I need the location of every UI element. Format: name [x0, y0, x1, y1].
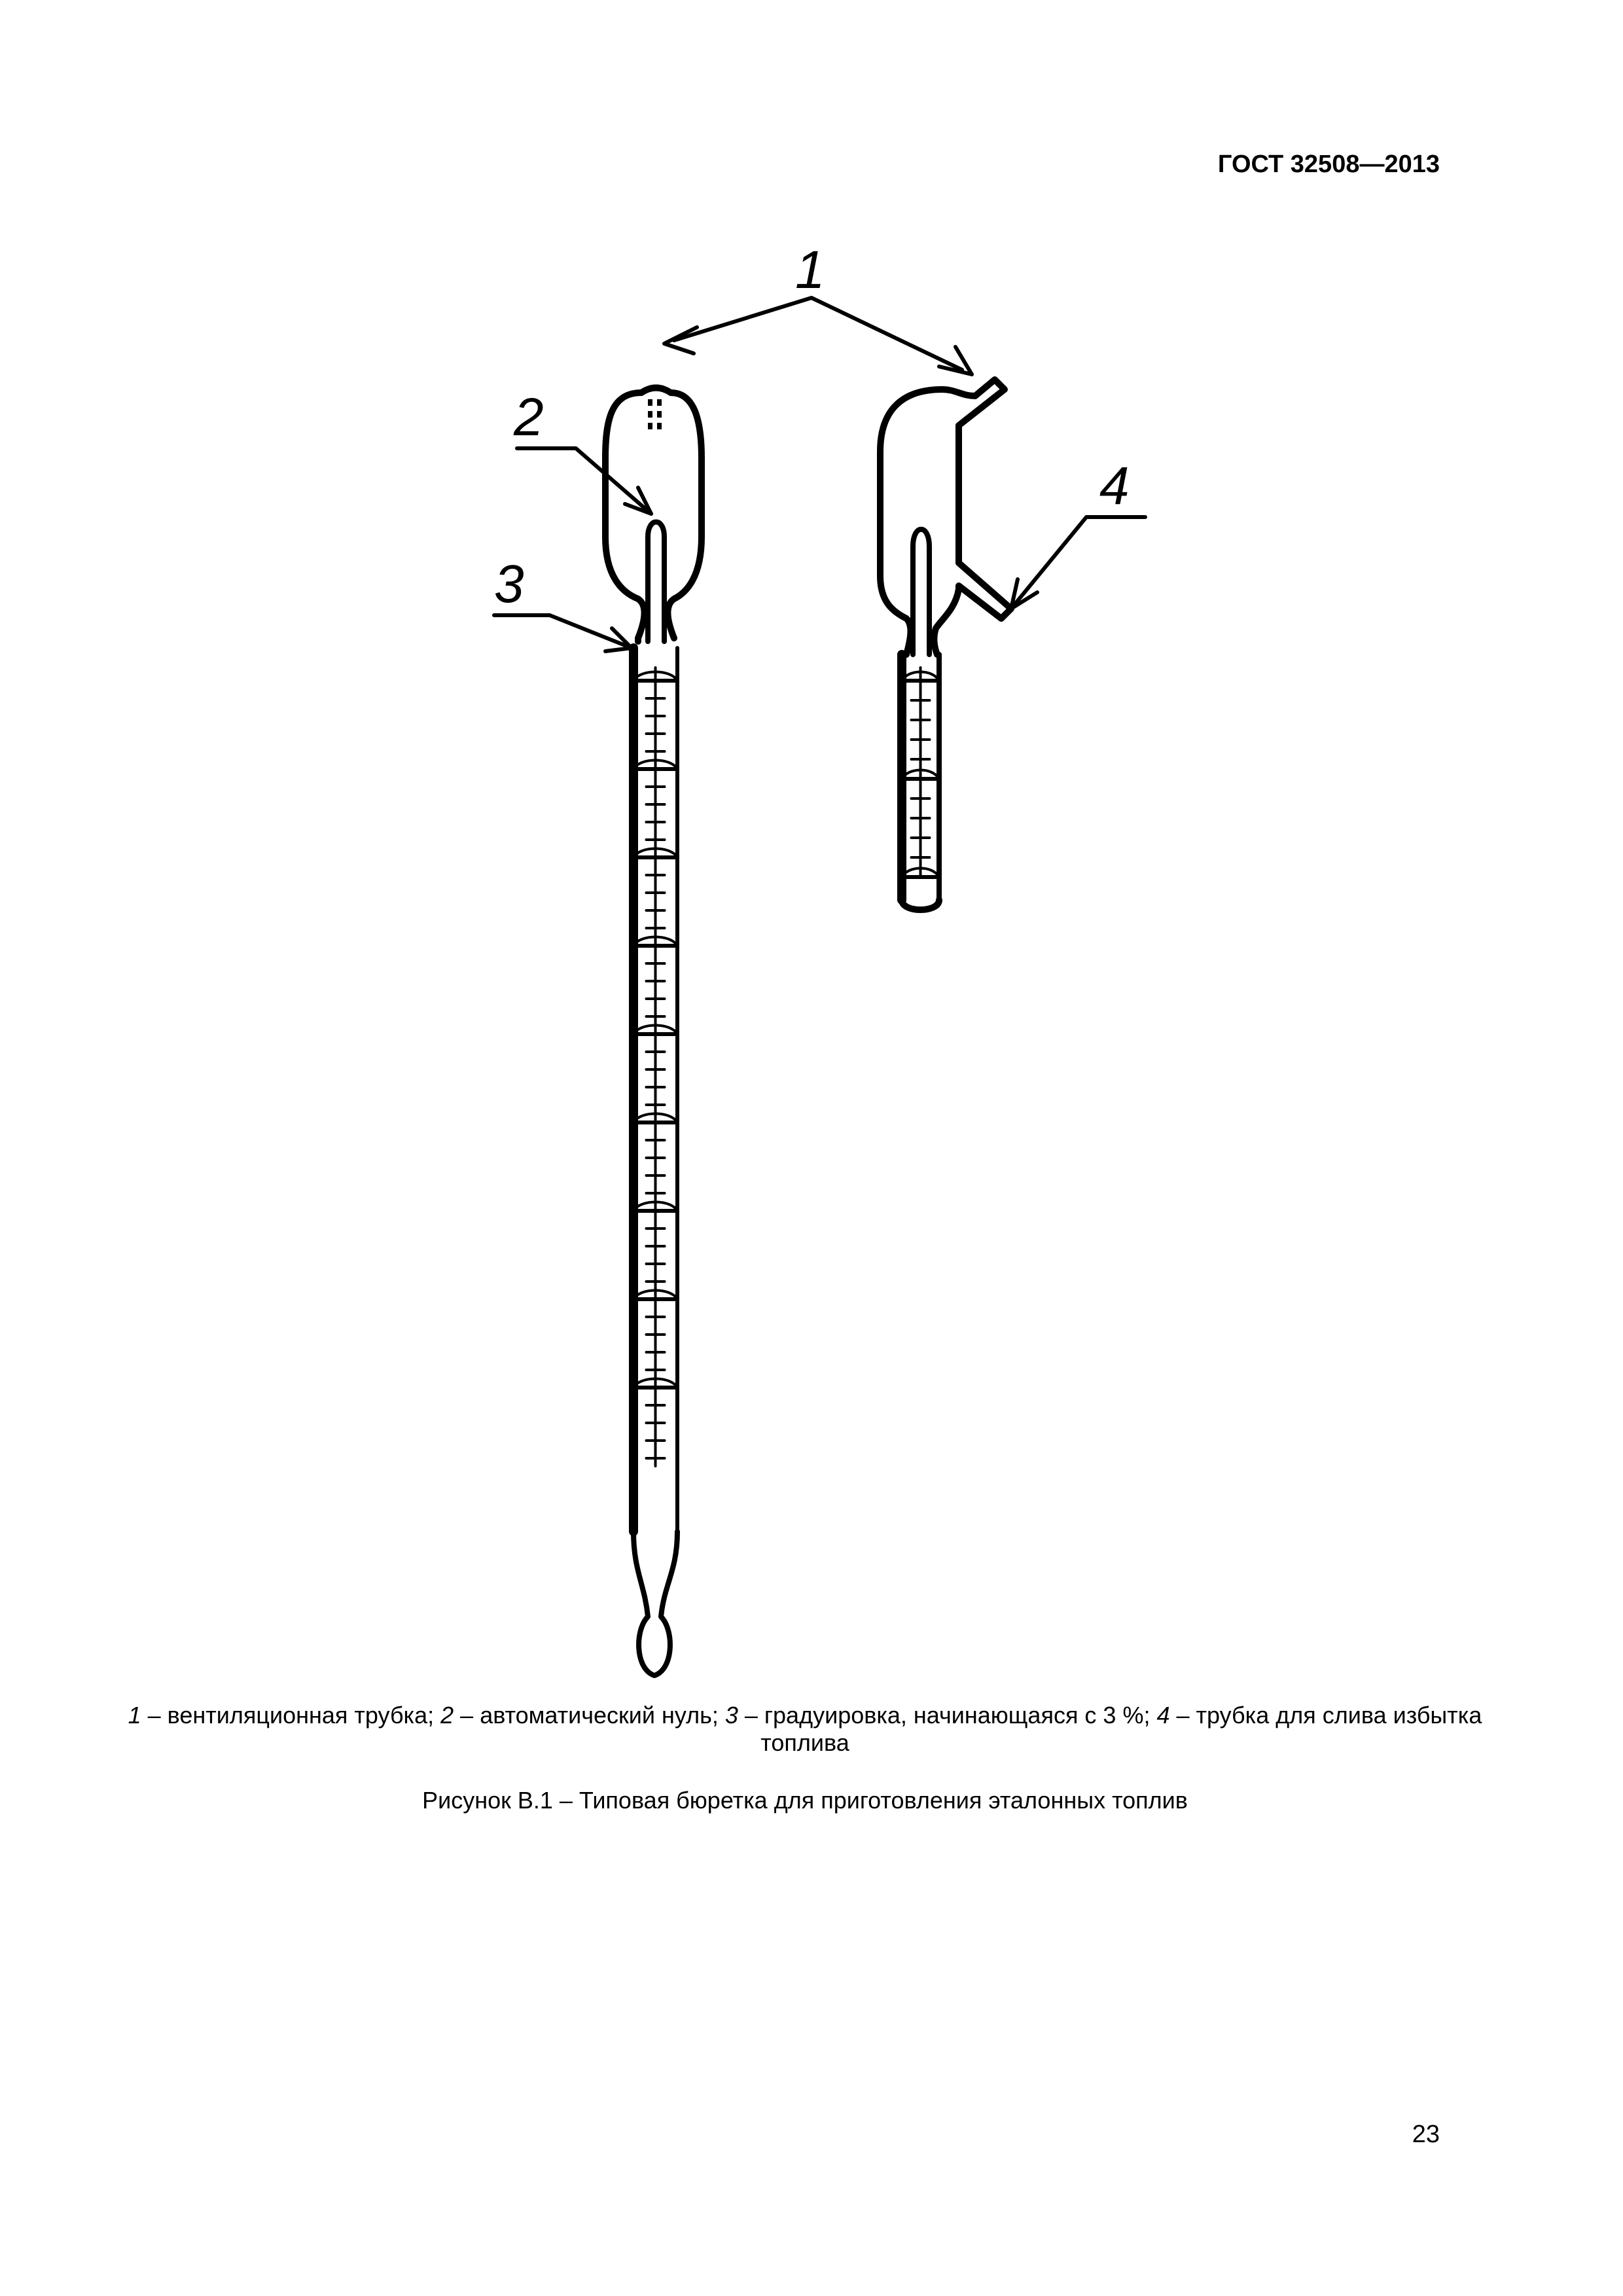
figure-title: Рисунок В.1 – Типовая бюретка для приготовления эталонных топлив	[422, 1787, 1188, 1814]
figure-legend	[111, 1702, 1499, 1757]
auto-zero-nozzle	[648, 522, 664, 642]
document-header: ГОСТ 32508—2013	[1217, 151, 1440, 178]
callout-1: 1	[795, 240, 825, 300]
callout-4: 4	[1099, 456, 1130, 516]
leader-1	[674, 298, 962, 370]
legend-item-4: 4 – трубка для слива избытка топлива	[760, 1702, 1482, 1756]
legend-item-3: 3 – градуировка, начинающаяся с 3 %;	[724, 1702, 1157, 1729]
leader-3	[494, 615, 632, 648]
callout-2: 2	[514, 387, 544, 447]
leader-2	[517, 448, 651, 514]
vent-holes	[648, 399, 662, 429]
left-graduation-marks	[633, 668, 677, 1466]
left-burette-bulb	[605, 393, 644, 641]
callout-3: 3	[494, 554, 524, 614]
page-number: 23	[1412, 2121, 1440, 2148]
right-graduation-marks	[902, 668, 939, 877]
legend-item-2: 2 – автоматический нуль;	[440, 1702, 725, 1729]
legend-item-1: 1 – вентиляционная трубка;	[128, 1702, 441, 1729]
